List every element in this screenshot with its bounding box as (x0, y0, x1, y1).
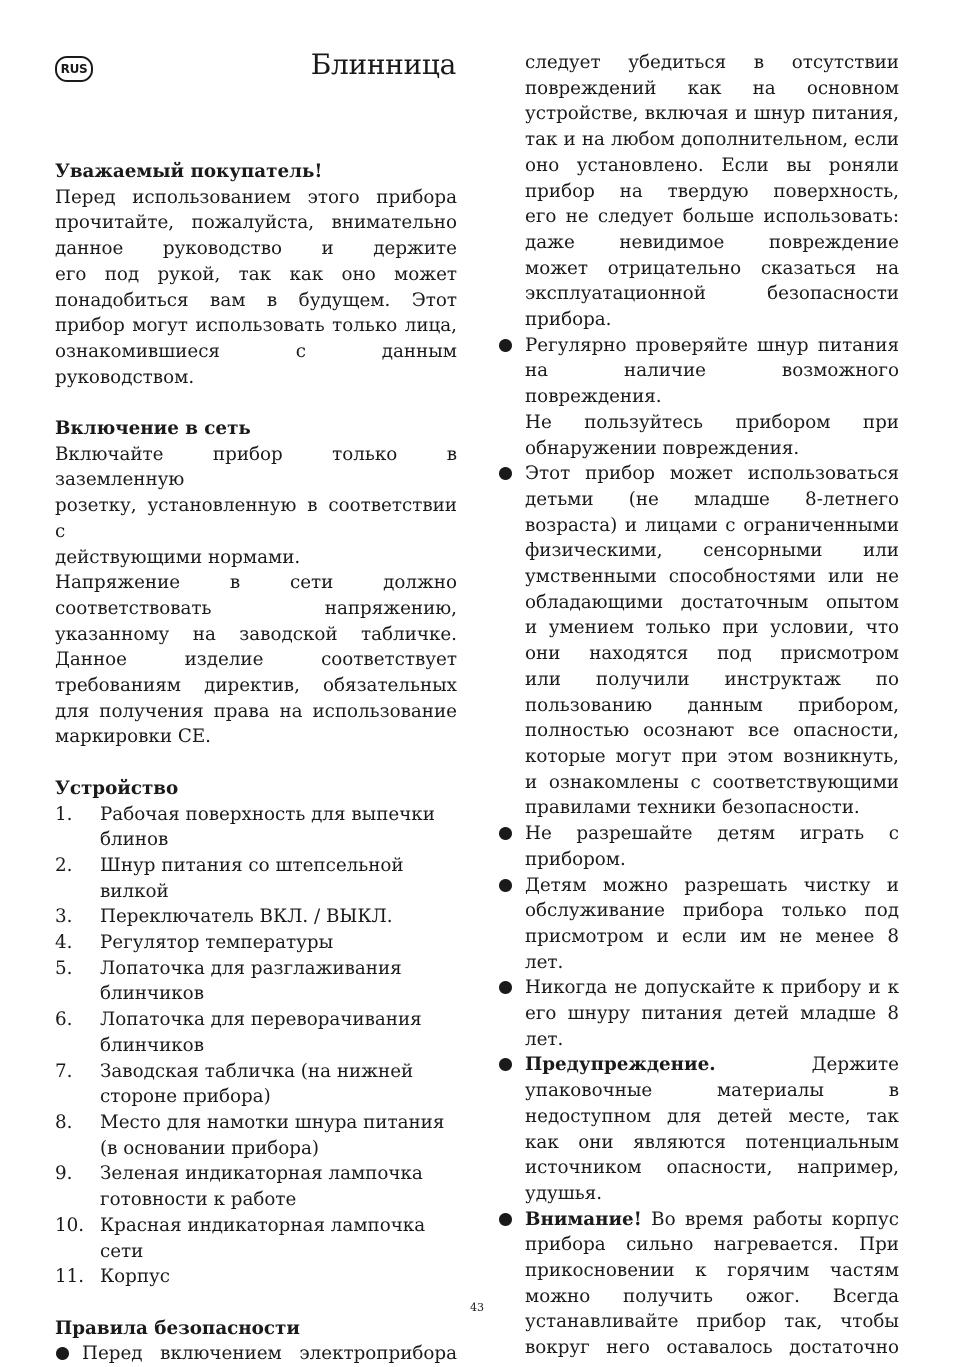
text-line: Регулярно проверяйте шнур питания (525, 334, 899, 356)
list-item (55, 1007, 457, 1058)
item-number: 6. (55, 1009, 73, 1031)
item-text: Рабочая поверхность для выпечки (100, 803, 435, 825)
item-number: 9. (55, 1163, 73, 1185)
bullet-item (498, 333, 899, 462)
greeting-paragraph (55, 185, 457, 391)
text-line: возраста) и лицами с ограниченными (525, 514, 899, 536)
text-line: полностью осознают все опасности, (525, 720, 899, 742)
bullet-dot-icon (498, 1052, 525, 1206)
text-fragment: Держите (811, 1054, 899, 1076)
item-text: блинчиков (100, 983, 204, 1005)
text-line: его не следует больше использовать: (525, 206, 899, 228)
bullet-item (498, 821, 899, 872)
item-text: Лопаточка для переворачивания (100, 1009, 422, 1031)
bullet-item (498, 975, 899, 1052)
bullet-dot-icon (498, 1207, 525, 1361)
text-line: или получили инструктаж по (525, 668, 899, 690)
item-number: 4. (55, 932, 73, 954)
item-text: вилкой (100, 880, 169, 902)
text-line: повреждений как на основном (525, 77, 899, 99)
text-line: может отрицательно сказаться на (525, 257, 899, 279)
item-number: 1. (55, 803, 73, 825)
text-line: Включайте прибор только в заземленную (55, 443, 457, 491)
device-list (55, 802, 457, 1290)
text-line: устанавливайте прибор так, чтобы (525, 1311, 899, 1333)
text-line: они находятся под присмотром (525, 643, 899, 665)
text-line: прочитайте, пожалуйста, внимательно (55, 212, 457, 234)
bullet-dot-icon (55, 1341, 82, 1367)
page-title: Блинница (310, 48, 456, 81)
item-text: блинчиков (100, 1034, 204, 1056)
text-line: Детям можно разрешать чистку и (525, 874, 899, 896)
bullet-dot-icon (498, 333, 525, 462)
text-line: пользованию данным прибором, (525, 694, 899, 716)
text-line: детьми (не младше 8-летнего (525, 488, 899, 510)
text-line: Этот прибор может использоваться (525, 463, 899, 485)
left-column (55, 159, 457, 1367)
right-column (498, 50, 899, 1361)
text-line: физическими, сенсорными или (525, 540, 899, 562)
text-line: обладающими достаточным опытом (525, 591, 899, 613)
text-line: правилами техники безопасности. (525, 797, 860, 819)
continuation-paragraph (498, 50, 899, 333)
item-text: Красная индикаторная лампочка (100, 1214, 426, 1236)
list-item (55, 904, 457, 930)
text-line: прибором. (525, 848, 626, 870)
text-line: можно получить ожог. Всегда (525, 1285, 899, 1307)
item-number: 11. (55, 1266, 85, 1288)
text-line: удушья. (525, 1182, 603, 1204)
text-line: данное руководство и держите (55, 238, 457, 260)
item-number: 7. (55, 1060, 73, 1082)
language-badge: RUS (55, 56, 93, 82)
text-line: прикосновении к горячим частям (525, 1260, 899, 1282)
text-line (525, 1207, 899, 1233)
item-number: 8. (55, 1111, 73, 1133)
list-item (55, 1213, 457, 1264)
bullet-item (498, 1207, 899, 1361)
warning-lead: Предупреждение. (525, 1054, 716, 1076)
text-line: умственными способностями или не (525, 566, 899, 588)
list-item (55, 1059, 457, 1110)
text-line: устройстве, включая и шнур питания, (525, 103, 899, 125)
text-line: вокруг него оставалось достаточно (525, 1337, 899, 1359)
bullet-dot-icon (498, 873, 525, 976)
text-line: обслуживание прибора только под (525, 900, 899, 922)
bullet-item (498, 1052, 899, 1206)
text-line: эксплуатационной безопасности (525, 283, 899, 305)
greeting-heading: Уважаемый покупатель! (55, 161, 323, 182)
text-line: как они являются потенциальным (525, 1131, 899, 1153)
item-text: Регулятор температуры (100, 932, 334, 954)
text-line: и ознакомлены с соответствующими (525, 771, 899, 793)
text-line: прибора. (525, 309, 612, 331)
text-line: даже невидимое повреждение (525, 231, 899, 253)
list-item (55, 930, 457, 956)
item-text: Корпус (100, 1266, 171, 1288)
text-line: понадобиться вам в будущем. Этот (55, 289, 457, 311)
text-line: Не разрешайте детям играть с (525, 823, 899, 845)
item-text: сети (100, 1240, 144, 1262)
text-line: так и на любом дополнительном, если (525, 129, 899, 151)
text-line: Перед использованием этого прибора (55, 186, 457, 208)
bullet-item (55, 1341, 457, 1367)
text-line: маркировки CE. (55, 726, 211, 748)
bullet-dot-icon (498, 461, 525, 821)
text-line: которые могут при этом возникнуть, (525, 745, 899, 767)
text-line: для получения права на использование (55, 700, 457, 722)
item-text: блинов (100, 829, 169, 851)
text-line: источником опасности, например, (525, 1157, 899, 1179)
bullet-item (498, 873, 899, 976)
safety-heading: Правила безопасности (55, 1317, 300, 1339)
list-item (55, 956, 457, 1007)
item-text: (в основании прибора) (100, 1137, 320, 1159)
text-line: его под рукой, так как оно может (55, 263, 457, 285)
device-heading: Устройство (55, 777, 179, 799)
text-line: следует убедиться в отсутствии (525, 52, 899, 73)
item-text: Место для намотки шнура питания (100, 1111, 445, 1133)
list-item (55, 1264, 457, 1290)
page-number: 43 (470, 1301, 484, 1314)
item-text: готовности к работе (100, 1189, 297, 1211)
item-text: Заводская табличка (на нижней (100, 1060, 414, 1082)
text-line: упаковочные материалы в (525, 1080, 899, 1102)
text-line: Напряжение в сети должно (55, 572, 457, 594)
text-line: Никогда не допускайте к прибору и к (525, 977, 899, 999)
item-number: 2. (55, 854, 73, 876)
text-line: розетку, установленную в соответствии с (55, 495, 457, 542)
text-line: прибора сильно нагревается. При (525, 1234, 899, 1256)
attention-lead: Внимание! (525, 1208, 642, 1230)
item-text: Лопаточка для разглаживания (100, 957, 402, 979)
text-line: на наличие возможного повреждения. (525, 360, 899, 408)
text-line: соответствовать напряжению, (55, 597, 457, 619)
text-line: прибор могут использовать только лица, (55, 315, 457, 337)
text-line: и умением только при условии, что (525, 617, 899, 639)
text-line (525, 1052, 899, 1078)
item-text: Шнур питания со штепсельной (100, 854, 404, 876)
text-line: прибор на твердую поверхность, (525, 180, 899, 202)
item-number: 5. (55, 957, 73, 979)
text-line: недоступном для детей месте, так (525, 1105, 899, 1127)
power-heading: Включение в сеть (55, 418, 251, 440)
item-number: 10. (55, 1214, 85, 1236)
item-text: Переключатель ВКЛ. / ВЫКЛ. (100, 906, 393, 928)
text-line: требованиям директив, обязательных (55, 675, 457, 697)
text-line: ознакомившиеся с данным руководством. (55, 340, 457, 388)
text-line: действующими нормами. (55, 546, 301, 568)
text-line: Данное изделие соответствует (55, 649, 457, 671)
text-line: оно установлено. Если вы роняли (525, 154, 899, 176)
item-number: 3. (55, 906, 73, 928)
text-line: присмотром и если им не менее 8 лет. (525, 925, 899, 973)
list-item (55, 853, 457, 904)
text-line: Не пользуйтесь прибором при (525, 411, 899, 433)
item-text: Зеленая индикаторная лампочка (100, 1163, 423, 1185)
bullet-item (498, 461, 899, 821)
list-item (55, 802, 457, 853)
text-line: указанному на заводской табличке. (55, 623, 457, 645)
text-fragment: Во время работы корпус (651, 1208, 899, 1230)
list-item (55, 1110, 457, 1161)
text-line: его шнуру питания детей младше 8 лет. (525, 1003, 899, 1050)
bullet-dot-icon (498, 821, 525, 872)
text-line: обнаружении повреждения. (525, 437, 800, 459)
power-paragraph-1 (55, 442, 457, 571)
list-item (55, 1161, 457, 1212)
item-text: стороне прибора) (100, 1086, 271, 1108)
power-paragraph-2 (55, 570, 457, 750)
text-line: Перед включением электроприбора (82, 1343, 457, 1365)
bullet-dot-icon (498, 975, 525, 1052)
